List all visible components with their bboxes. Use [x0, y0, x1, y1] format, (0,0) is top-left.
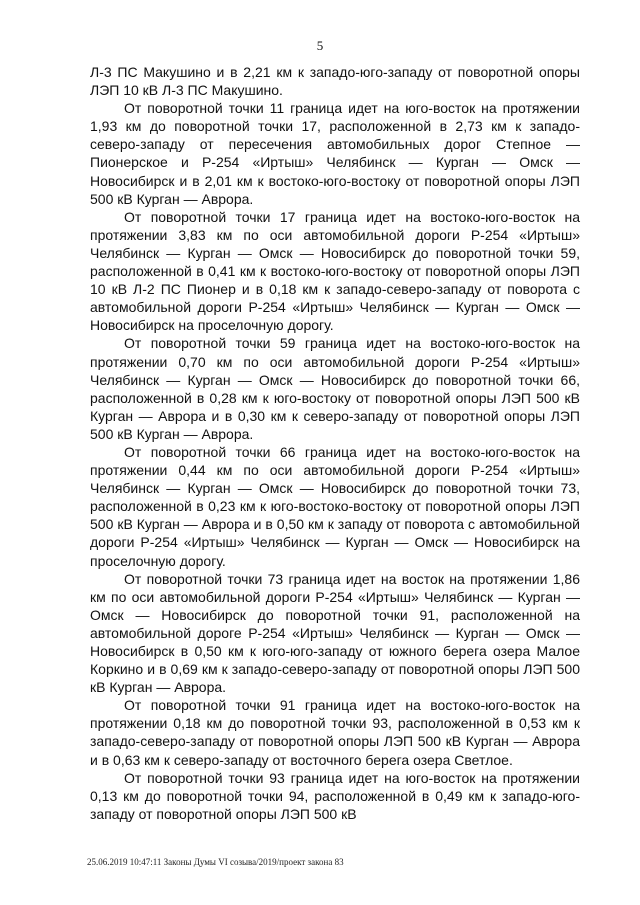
paragraph: От поворотной точки 73 граница идет на восток на протяжении 1,86 км по оси автомобильной дороги Р-254 «Иртыш» Челябинск — Курган — Омск — Новосибирск до поворотной точки 91, расположенной на автомобильной дороге Р-254 «Иртыш» Челябинск — Курган — Омск — Новосибирск в 0,50 км к юго-юго-западу от южного берега озера Малое Коркино и в 0,69 км к западо-северо-западу от поворотной опоры ЛЭП 500 кВ Курган — Аврора. — [90, 570, 580, 696]
paragraph: От поворотной точки 59 граница идет на востоко-юго-восток на протяжении 0,70 км по оси автомобильной дороги Р-254 «Иртыш» Челябинск — Курган — Омск — Новосибирск до поворотной точки 66, расположенной в 0,28 км к юго-востоку от поворотной опоры ЛЭП 500 кВ Курган — Аврора и в 0,30 км к северо-западу от поворотной опоры ЛЭП 500 кВ Курган — Аврора. — [90, 335, 580, 442]
paragraph: От поворотной точки 91 граница идет на востоко-юго-восток на протяжении 0,18 км до поворотной точки 93, расположенной в 0,53 км к западо-северо-западу от поворотной опоры ЛЭП 500 кВ Курган — Аврора и в 0,63 км к северо-западу от восточного берега озера Светлое. — [90, 697, 580, 768]
paragraph: От поворотной точки 17 граница идет на востоко-юго-восток на протяжении 3,83 км по оси автомобильной дороги Р-254 «Иртыш» Челябинск — Курган — Омск — Новосибирск до поворотной точки 59, расположенной в 0,41 км к востоко-юго-востоку от поворотной опоры ЛЭП 10 кВ Л-2 ПС Пионер и в 0,18 км к западо-северо-западу от поворота с автомобильной дороги Р-254 «Иртыш» Челябинск — Курган — Омск — Новосибирск на проселочную дорогу. — [90, 208, 580, 334]
paragraph: От поворотной точки 66 граница идет на востоко-юго-восток на протяжении 0,44 км по оси автомобильной дороги Р-254 «Иртыш» Челябинск — Курган — Омск — Новосибирск до поворотной точки 73, расположенной в 0,23 км к юго-востоко-востоку от поворотной опоры ЛЭП 500 кВ Курган — Аврора и в 0,50 км к западу от поворота с автомобильной дороги Р-254 «Иртыш» Челябинск — Курган — Омск — Новосибирск на проселочную дорогу. — [90, 443, 580, 569]
paragraph-continuation: Л-3 ПС Макушино и в 2,21 км к западо-юго-западу от поворотной опоры ЛЭП 10 кВ Л-3 ПС Макушино. — [90, 64, 580, 99]
page-number: 5 — [316, 38, 324, 53]
document-body — [90, 63, 580, 823]
document-footer: 25.06.2019 10:47:11 Законы Думы VI созыва/2019/проект закона 83 — [87, 857, 344, 867]
paragraph: От поворотной точки 11 граница идет на юго-восток на протяжении 1,93 км до поворотной точки 17, расположенной в 2,73 км к западо-северо-западу от пересечения автомобильных дорог Степное — Пионерское и Р-254 «Иртыш» Челябинск — Курган — Омск — Новосибирск и в 2,01 км к востоко-юго-востоку от поворотной опоры ЛЭП 500 кВ Курган — Аврора. — [90, 100, 580, 207]
paragraph: От поворотной точки 93 граница идет на юго-восток на протяжении 0,13 км до поворотной точки 94, расположенной в 0,49 км к западо-юго-западу от поворотной опоры ЛЭП 500 кВ — [90, 769, 580, 822]
